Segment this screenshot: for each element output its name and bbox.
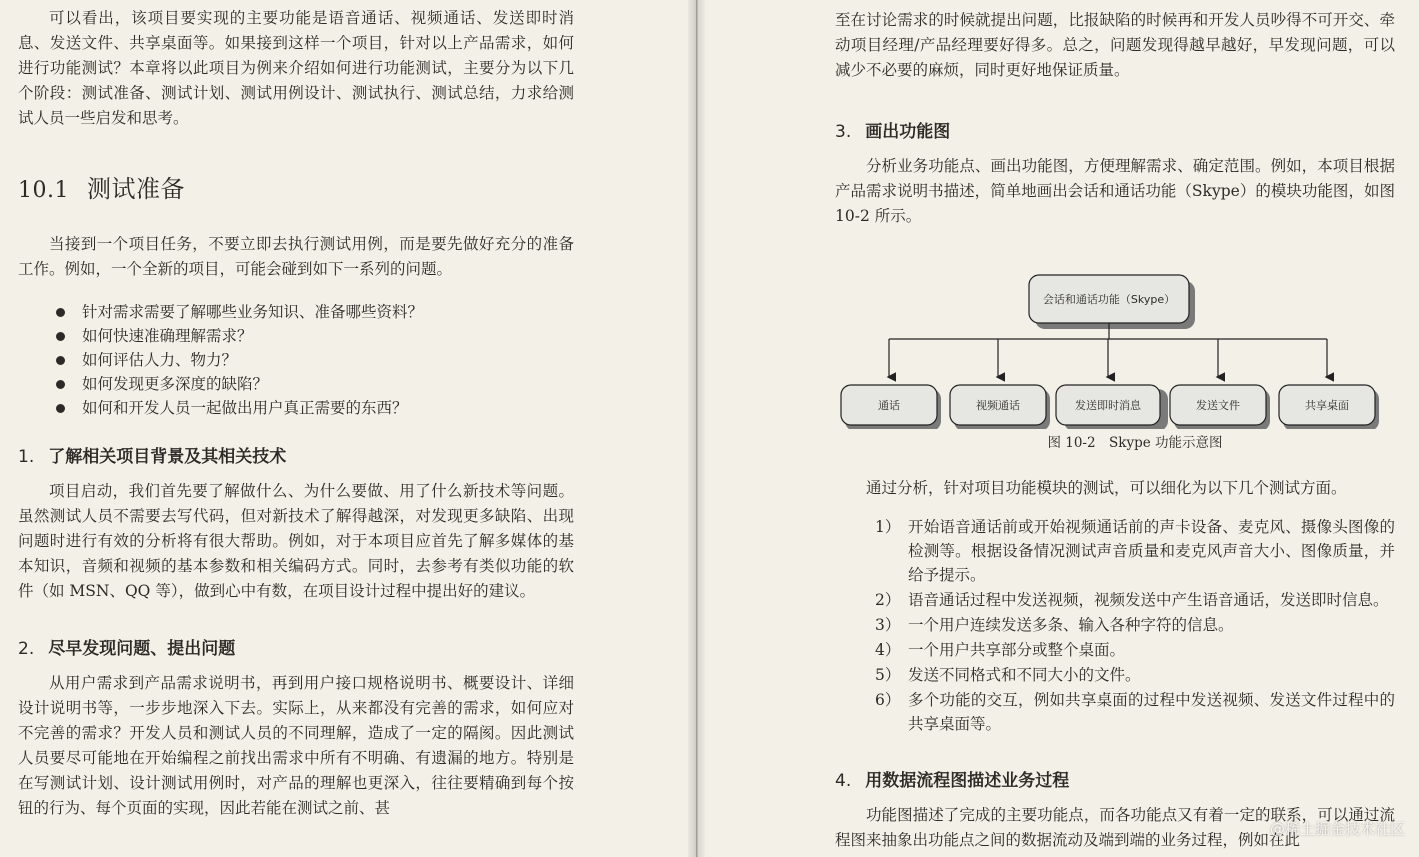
book-gutter	[688, 0, 705, 857]
chapter-heading	[18, 169, 574, 204]
chapter-number: 10.1	[18, 178, 69, 203]
section-heading: 3. 画出功能图	[835, 122, 951, 142]
diagram-root-label: 会话和通话功能（Skype）	[1042, 293, 1176, 306]
right-page	[705, 0, 1419, 857]
bullet-icon	[56, 380, 65, 389]
list-item: 1） 开始语音通话前或开始视频通话前的声卡设备、麦克风、摄像头图像的检测等。根据设备情况测试声音质量和麦克风声音大小、图像质量，并给予提示。	[875, 518, 1395, 584]
diagram-child-label: 发送即时消息	[1075, 399, 1141, 412]
list-item: 如何发现更多深度的缺陷？	[56, 372, 574, 396]
watermark-text: @稀土掘金技术社区	[1269, 820, 1405, 838]
list-item: 5） 发送不同格式和不同大小的文件。	[875, 666, 1141, 684]
list-item: 4） 一个用户共享部分或整个桌面。	[875, 641, 1126, 659]
diagram-child-label: 共享桌面	[1305, 399, 1349, 412]
section-paragraph: 项目启动，我们首先要了解做什么、为什么要做、用了什么新技术等问题。虽然测试人员不需要去写代码，但对新技术了解得越深，对发现更多缺陷、出现问题时进行有效的分析将有很大帮助。例如，对于本项目应首先了解多媒体的基本知识，音频和视频的基本参数和相关编码方式。同时，去参考有类似功能的软件（如 MSN、QQ 等），做到心中有数，在项目设计过程中提出好的建议。	[18, 482, 574, 600]
skype-function-diagram	[831, 243, 1391, 429]
section-paragraph: 功能图描述了完成的主要功能点，而各功能点又有着一定的联系，可以通过流程图来抽象出功能点之间的数据流动及端到端的业务过程，例如在此	[835, 806, 1395, 849]
figure-caption: 图 10-2 Skype 功能示意图	[1047, 435, 1223, 451]
right-page-content	[835, 8, 1395, 853]
list-item: 如何快速准确理解需求？	[56, 324, 574, 348]
list-item: 3） 一个用户连续发送多条、输入各种字符的信息。	[875, 616, 1234, 634]
bullet-icon	[56, 404, 65, 413]
analysis-intro-paragraph: 通过分析，针对项目功能模块的测试，可以细化为以下几个测试方面。	[866, 479, 1347, 497]
diagram-child-label: 发送文件	[1196, 399, 1240, 412]
bullet-icon	[56, 356, 65, 365]
continued-paragraph: 至在讨论需求的时候就提出问题，比报缺陷的时候再和开发人员吵得不可开交、牵动项目经理/产品经理要好得多。总之，问题发现得越早越好，早发现问题，可以减少不必要的麻烦，同时更好地保证质量。	[835, 11, 1395, 79]
section-heading: 1. 了解相关项目背景及其相关技术	[18, 447, 287, 467]
chapter-intro-paragraph: 当接到一个项目任务，不要立即去执行测试用例，而是要先做好充分的准备工作。例如，一个全新的项目，可能会碰到如下一系列的问题。	[18, 235, 574, 278]
list-item: 6） 多个功能的交互，例如共享桌面的过程中发送视频、发送文件过程中的共享桌面等。	[875, 691, 1395, 733]
left-page-content	[18, 6, 574, 821]
left-page	[0, 0, 688, 857]
bullet-icon	[56, 308, 65, 317]
section-heading: 4. 用数据流程图描述业务过程	[835, 771, 1070, 791]
chapter-title: 测试准备	[86, 175, 185, 203]
question-list	[18, 300, 574, 420]
section-heading: 2. 尽早发现问题、提出问题	[18, 639, 236, 659]
list-item: 针对需求需要了解哪些业务知识、准备哪些资料？	[56, 300, 574, 324]
intro-paragraph: 可以看出，该项目要实现的主要功能是语音通话、视频通话、发送即时消息、发送文件、共享桌面等。如果接到这样一个项目，针对以上产品需求，如何进行功能测试？本章将以此项目为例来介绍如何进行功能测试，主要分为以下几个阶段：测试准备、测试计划、测试用例设计、测试执行、测试总结，力求给测试人员一些启发和思考。	[18, 9, 574, 127]
bullet-icon	[56, 332, 65, 341]
list-item: 2） 语音通话过程中发送视频，视频发送中产生语音通话，发送即时信息。	[875, 591, 1389, 609]
diagram-child-label: 视频通话	[976, 399, 1020, 412]
section-paragraph: 从用户需求到产品需求说明书，再到用户接口规格说明书、概要设计、详细设计说明书等，一步步地深入下去。实际上，从来都没有完善的需求，如何应对不完善的需求？开发人员和测试人员的不同理解，造成了一定的隔阂。因此测试人员要尽可能地在开始编程之前找出需求中所有不明确、有遗漏的地方。特别是在写测试计划、设计测试用例时，对产品的理解也更深入，往往要精确到每个按钮的行为、每个页面的实现，因此若能在测试之前、甚	[18, 674, 574, 817]
test-aspect-list	[835, 515, 1395, 736]
list-item: 如何和开发人员一起做出用户真正需要的东西？	[56, 396, 574, 420]
section-paragraph: 分析业务功能点、画出功能图，方便理解需求、确定范围。例如，本项目根据产品需求说明书描述，简单地画出会话和通话功能（Skype）的模块功能图，如图 10-2 所示。	[835, 157, 1395, 225]
diagram-child-label: 通话	[878, 399, 900, 412]
list-item: 如何评估人力、物力？	[56, 348, 574, 372]
